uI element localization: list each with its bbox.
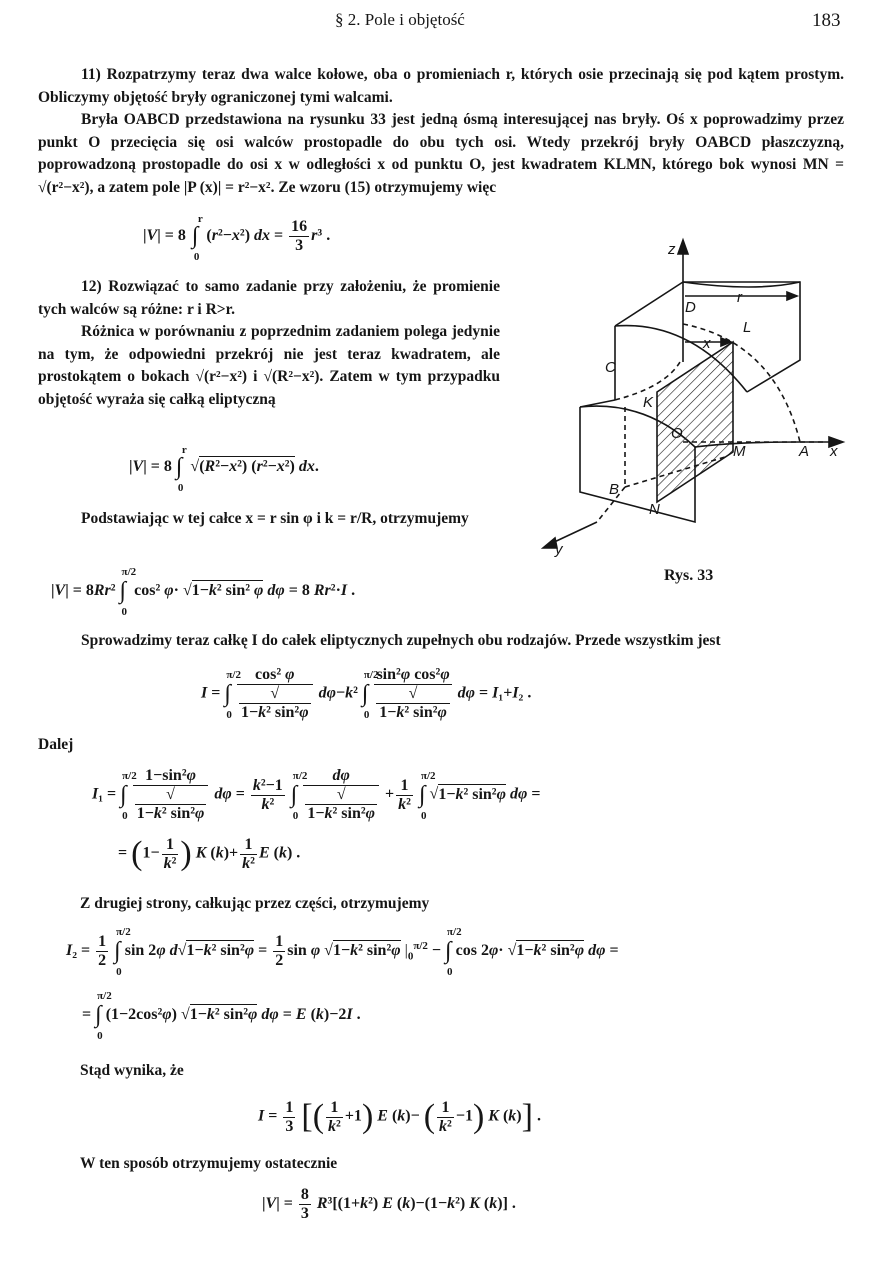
problem-12-statement: 12) Rozwiązać to samo zadanie przy założeniu, że promienie tych walców są różne: r i R>r. (38, 278, 500, 318)
section-title: § 2. Pole i objętość (335, 10, 465, 29)
equation-I1-line2: = (1− $\frac{1}{\text{k²}}$ ) K (k)+ $\frac{1}{\text{k²}}$ E (k) . (118, 835, 301, 872)
label-x-axis: x (830, 443, 838, 460)
equation-I1-line1: I₁ = ∫ π/2 0 1−sin²φ √ 1−k² sin²φ dφ = $\frac{\text{k²−1}}{\text{k²}}$ ∫ π/2 0 dφ √ 1−k² sin²φ + $\frac{1}{\text{k²}}$ ∫ π/2 0 √1−k² sin²φ dφ = (92, 767, 541, 822)
problem-11-body: Bryła OABCD przedstawiona na rysunku 33 jest jedną ósmą interesującej nas bryły. Oś x poprowadzimy przez punkt O przecięcia się osi walców prostopadle do obu tych osi. Wtedy przekrój bryły OABCD płaszczyzną, poprowadzoną prostopadle do osi x w odległości x od punktu O, jest kwadratem KLMN, którego bok wynosi MN = √(r²−x²), a zatem pole |P (x)| = r²−x². Ze wzoru (15) otrzymujemy więc (38, 111, 844, 196)
substitution-text: Podstawiając w tej całce x = r sin φ i k = r/R, otrzymujemy (81, 510, 469, 527)
label-y: y (555, 541, 563, 558)
label-D: D (685, 299, 696, 316)
solid-diagram (525, 232, 855, 572)
equation-I2-line1: I₂ = $\frac{1}{2}$ ∫ π/2 0 sin 2φ d√1−k² sin²φ = $\frac{1}{2}$ sin φ √1−k² sin²φ $|_0^{\pi/2}$ − ∫ π/2 0 cos 2φ· √1−k² sin²φ dφ = (66, 926, 619, 978)
label-r: r (737, 289, 742, 306)
figure-33 (525, 232, 855, 572)
label-L: L (743, 319, 752, 336)
label-z: z (668, 241, 676, 258)
running-header (335, 10, 465, 30)
problem-11-statement: 11) Rozpatrzymy teraz dwa walce kołowe, oba o promieniach r, których osie przecinają się pod kątem prostym. Obliczymy objętość bryły ograniczonej tymi walcami. (38, 66, 844, 106)
label-B: B (609, 481, 620, 498)
figure-caption: Rys. 33 (664, 567, 714, 584)
equation-V-final: |V| = $\frac{8}{3}$ R³[(1+k²) E (k)−(1−k²) K (k)] . (262, 1186, 516, 1222)
label-A: A (799, 443, 810, 460)
label-N: N (649, 501, 660, 518)
final-text: W ten sposób otrzymujemy ostatecznie (80, 1155, 338, 1172)
equation-I-split: I = ∫ π/2 0 cos² φ √ 1−k² sin²φ dφ−k² ∫ π/2 0 sin²φ cos²φ √ 1−k² sin²φ dφ = I₁+I₂ . (201, 666, 532, 721)
problem-12-body: Różnica w porównaniu z poprzednim zadaniem polega jedynie na tym, że odpowiedni przekrój nie jest teraz kwadratem, ale prostokątem o bokach √(r²−x²) i √(R²−x²). Zatem w tym przypadku objętość wyraża się całką eliptyczną (38, 323, 500, 408)
dalej-word: Dalej (38, 736, 74, 753)
hence-text: Stąd wynika, że (80, 1062, 184, 1079)
equation-elliptic-integral: |V| = 8 ∫ r 0 √(R²−x²) (r²−x²) dx. (129, 444, 319, 494)
equation-I2-line2: = ∫ π/2 0 (1−2cos²φ) √1−k² sin²φ dφ = E (k)−2I . (82, 990, 361, 1042)
label-C: C (605, 359, 616, 376)
equation-volume-11: |V| = 8 ∫ r 0 (r²−x²) dx = $\frac{16}{3}$ r³ . (143, 213, 331, 263)
label-x-dim: x (703, 335, 711, 352)
label-K: K (643, 394, 654, 411)
equation-I-final: I = $\frac{1}{3}$ [( $\frac{1}{\text{k²}}$ +1) E (k)− ( $\frac{1}{\text{k²}}$ −1) K (k)] . (258, 1098, 541, 1135)
equation-substituted: |V| = 8Rr² ∫ π/2 0 cos² φ· √1−k² sin² φ dφ = 8 Rr²·I . (51, 566, 356, 618)
label-M: M (733, 443, 746, 460)
page-number: 183 (812, 10, 841, 31)
reduction-text: Sprowadzimy teraz całkę I do całek eliptycznych zupełnych obu rodzajów. Przede wszystkim jest (81, 632, 721, 649)
label-O: O (671, 425, 683, 442)
r-dimension-arrow (787, 292, 797, 300)
z-axis-arrow (678, 240, 688, 254)
integration-by-parts-text: Z drugiej strony, całkując przez części, otrzymujemy (80, 895, 430, 912)
